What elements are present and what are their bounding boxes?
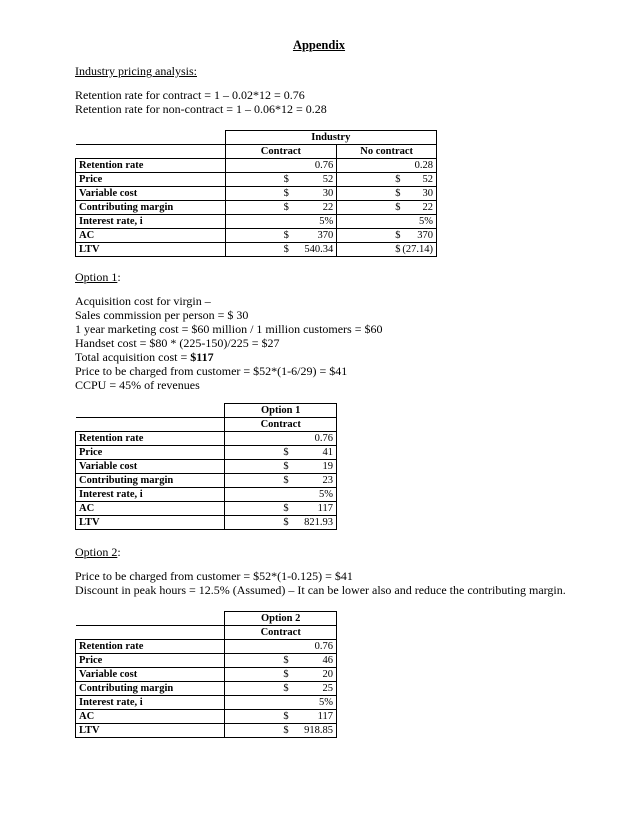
row-label: LTV [76, 724, 225, 738]
table-row [76, 724, 337, 738]
option1-heading-colon: : [117, 270, 121, 284]
row-label: Contributing margin [76, 201, 226, 215]
row-label: LTV [76, 243, 226, 257]
currency-symbol: $ [283, 711, 289, 722]
value: 117 [317, 711, 333, 722]
value-cell [337, 159, 437, 173]
value: 5% [319, 489, 333, 500]
currency-symbol: $ [283, 202, 289, 213]
option1-heading-text: Option 1 [75, 270, 118, 284]
value-cell [225, 696, 337, 710]
value-cell [225, 474, 337, 488]
value-cell [337, 173, 437, 187]
row-label: Variable cost [76, 668, 225, 682]
value: 370 [417, 230, 433, 241]
table-header-row [76, 145, 437, 159]
option2-heading-text: Option 2 [75, 545, 118, 559]
currency-symbol: $ [283, 244, 289, 255]
row-label: Interest rate, i [76, 696, 225, 710]
value-cell [225, 173, 337, 187]
value-cell [225, 516, 337, 530]
table-header-row [76, 404, 337, 418]
option1-line: Price to be charged from customer = $52*(1-6/29) = $41 [75, 364, 348, 378]
value-cell [225, 682, 337, 696]
table-row [76, 173, 437, 187]
value-cell [225, 432, 337, 446]
value-cell [225, 446, 337, 460]
table-row [76, 229, 437, 243]
value-cell [225, 668, 337, 682]
currency-symbol: $ [395, 202, 401, 213]
value-cell [337, 243, 437, 257]
value: 370 [317, 230, 334, 241]
group-header: Option 1 [225, 404, 337, 418]
table-row [76, 243, 437, 257]
table-row [76, 488, 337, 502]
value: 46 [322, 655, 333, 666]
row-label: AC [76, 502, 225, 516]
column-header: Contract [225, 418, 337, 432]
row-label: Price [76, 446, 225, 460]
value-cell [225, 460, 337, 474]
row-label: Interest rate, i [76, 215, 226, 229]
value-cell [225, 243, 337, 257]
currency-symbol: $ [283, 447, 289, 458]
currency-symbol: $ [283, 475, 289, 486]
table-row [76, 668, 337, 682]
value-cell [337, 201, 437, 215]
value-cell [225, 640, 337, 654]
value-cell [337, 215, 437, 229]
value: 23 [322, 475, 333, 486]
value: 0.76 [314, 641, 333, 652]
table-row [76, 215, 437, 229]
value: 0.76 [314, 433, 333, 444]
table-row [76, 432, 337, 446]
value: 30 [322, 188, 334, 199]
industry-line: Retention rate for contract = 1 – 0.02*12 = 0.76 [75, 88, 305, 102]
option1-line: Sales commission per person = $ 30 [75, 308, 249, 322]
option2-heading-colon: : [117, 545, 121, 559]
option1-line: Handset cost = $80 * (225-150)/225 = $27 [75, 336, 280, 350]
table-row [76, 516, 337, 530]
value-cell [337, 187, 437, 201]
table-row [76, 159, 437, 173]
row-label: Price [76, 173, 226, 187]
value: 52 [322, 174, 334, 185]
value-cell [225, 488, 337, 502]
table-row [76, 201, 437, 215]
table-header-row [76, 418, 337, 432]
table-header-row [76, 612, 337, 626]
value: 0.28 [414, 160, 433, 171]
row-label: AC [76, 229, 226, 243]
value-cell [225, 159, 337, 173]
value: 918.85 [304, 725, 333, 736]
value: 5% [319, 216, 334, 227]
value: 540.34 [304, 244, 334, 255]
row-label: Variable cost [76, 460, 225, 474]
value-cell [225, 229, 337, 243]
total-value: $117 [190, 350, 214, 364]
currency-symbol: $ [283, 725, 289, 736]
value: 117 [317, 503, 333, 514]
option2-table [75, 611, 337, 738]
column-header: No contract [337, 145, 437, 159]
value: 19 [322, 461, 333, 472]
row-label: Retention rate [76, 159, 226, 173]
industry-line: Retention rate for non-contract = 1 – 0.06*12 = 0.28 [75, 102, 327, 116]
blank-cell [76, 626, 225, 640]
value: 41 [322, 447, 333, 458]
option2-line: Discount in peak hours = 12.5% (Assumed) – It can be lower also and reduce the contributing margin. [75, 583, 566, 597]
column-header: Contract [225, 145, 337, 159]
currency-symbol: $ [283, 683, 289, 694]
value-cell [225, 201, 337, 215]
row-label: Interest rate, i [76, 488, 225, 502]
group-header: Option 2 [225, 612, 337, 626]
table-row [76, 187, 437, 201]
row-label: Retention rate [76, 432, 225, 446]
currency-symbol: $ [283, 230, 289, 241]
column-header: Contract [225, 626, 337, 640]
currency-symbol: $ [283, 655, 289, 666]
row-label: LTV [76, 516, 225, 530]
value: 22 [322, 202, 334, 213]
table-row [76, 710, 337, 724]
table-row [76, 696, 337, 710]
option1-line: 1 year marketing cost = $60 million / 1 million customers = $60 [75, 322, 383, 336]
value: 30 [422, 188, 433, 199]
currency-symbol: $ [283, 461, 289, 472]
blank-cell [76, 612, 225, 626]
row-label: Contributing margin [76, 474, 225, 488]
table-header-row [76, 131, 437, 145]
table-row [76, 654, 337, 668]
value-cell [225, 215, 337, 229]
blank-cell [76, 145, 226, 159]
value-cell [225, 710, 337, 724]
blank-cell [76, 404, 225, 418]
currency-symbol: $ [283, 188, 289, 199]
blank-cell [76, 131, 226, 145]
option2-heading [75, 545, 121, 560]
currency-symbol: $ [283, 669, 289, 680]
row-label: Contributing margin [76, 682, 225, 696]
page-title: Appendix [292, 38, 346, 52]
group-header: Industry [225, 131, 436, 145]
value: 25 [322, 683, 333, 694]
value: 20 [322, 669, 333, 680]
blank-cell [76, 418, 225, 432]
industry-heading: Industry pricing analysis: [75, 64, 197, 78]
option1-heading [75, 270, 121, 285]
value: (27.14) [402, 244, 433, 255]
option1-line: Acquisition cost for virgin – [75, 294, 211, 308]
row-label: Variable cost [76, 187, 226, 201]
option1-total-line [75, 350, 214, 365]
table-row [76, 682, 337, 696]
currency-symbol: $ [395, 188, 401, 199]
value: 0.76 [314, 160, 334, 171]
table-row [76, 502, 337, 516]
table-header-row [76, 626, 337, 640]
option1-line: CCPU = 45% of revenues [75, 378, 200, 392]
value-cell [225, 187, 337, 201]
value: 22 [422, 202, 433, 213]
currency-symbol: $ [283, 517, 289, 528]
table-row [76, 640, 337, 654]
currency-symbol: $ [283, 174, 289, 185]
value-cell [225, 724, 337, 738]
row-label: AC [76, 710, 225, 724]
row-label: Retention rate [76, 640, 225, 654]
value: 821.93 [304, 517, 333, 528]
currency-symbol: $ [395, 174, 401, 185]
row-label: Price [76, 654, 225, 668]
value-cell [225, 502, 337, 516]
table-row [76, 460, 337, 474]
currency-symbol: $ [283, 503, 289, 514]
currency-symbol: $ [395, 230, 401, 241]
currency-symbol: $ [395, 244, 401, 255]
value: 5% [319, 697, 333, 708]
value: 5% [419, 216, 433, 227]
industry-table [75, 130, 437, 257]
value-cell [337, 229, 437, 243]
table-row [76, 474, 337, 488]
value: 52 [422, 174, 433, 185]
total-label: Total acquisition cost = [75, 350, 191, 364]
table-row [76, 446, 337, 460]
value-cell [225, 654, 337, 668]
option1-table [75, 403, 337, 530]
option2-line: Price to be charged from customer = $52*(1-0.125) = $41 [75, 569, 353, 583]
